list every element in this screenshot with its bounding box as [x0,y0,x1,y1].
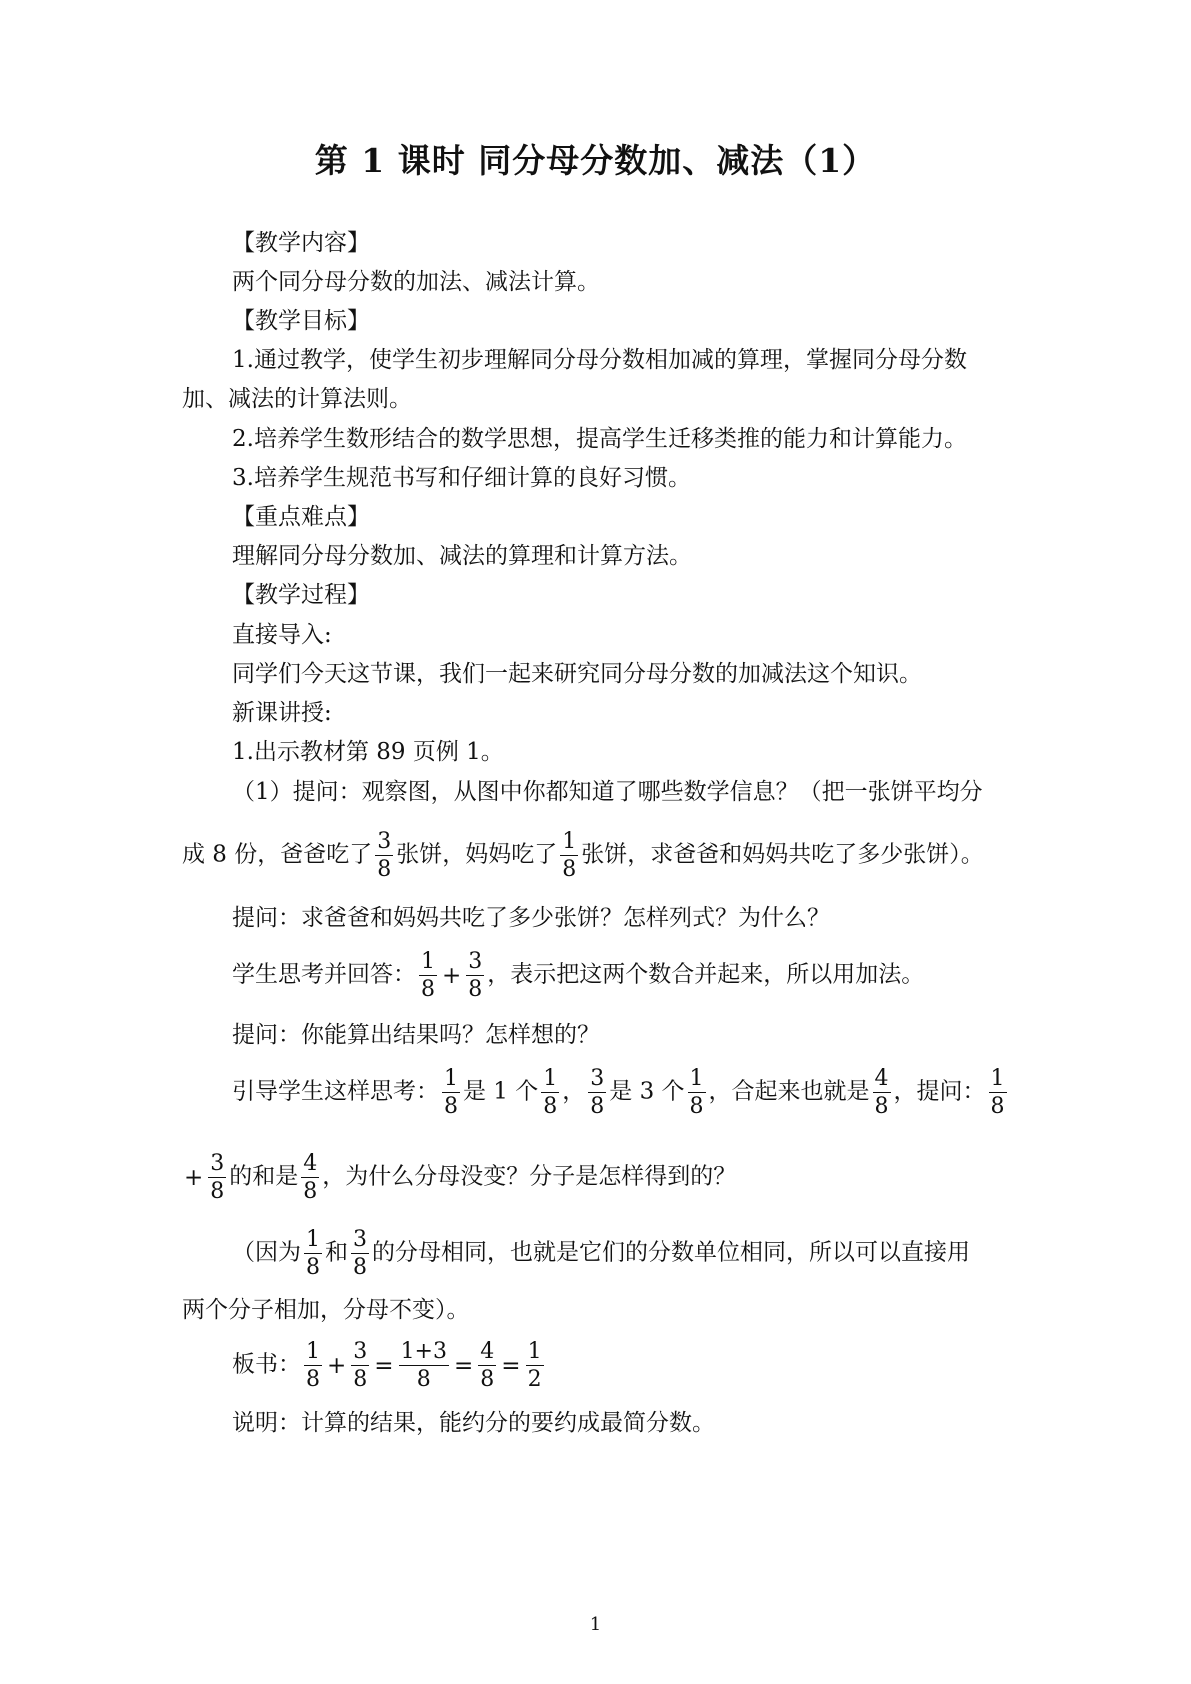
fraction-1plus3-8 [399,1338,449,1393]
numerator: 1 [306,1339,320,1364]
denominator: 8 [874,1094,889,1119]
numerator: 4 [480,1339,495,1364]
text-seg: 张饼，求爸爸和妈妈共吃了多少张饼）。 [581,841,984,868]
fraction-3-8 [351,1338,369,1393]
intro-heading: 直接导入: [232,622,332,648]
text-seg: （因为 [232,1239,301,1266]
denominator: 8 [303,1179,318,1204]
text-seg: 引导学生这样思考： [232,1078,439,1105]
text-seg: 是 1 个 [463,1078,539,1105]
question-3: 提问：你能算出结果吗？怎样想的？ [232,1022,600,1048]
text-seg: 成 8 份，爸爸吃了 [182,841,373,868]
question-1-line-b [182,828,984,883]
fraction-1-2 [526,1338,544,1393]
denominator: 8 [210,1179,225,1204]
denominator: 8 [543,1094,558,1119]
fraction-3-8 [466,948,484,1003]
new-lesson-heading: 新课讲授: [232,700,332,726]
numerator: 3 [353,1339,368,1364]
numerator: 1 [562,829,577,854]
numerator: 3 [353,1227,367,1252]
text-seg: ，表示把这两个数合并起来，所以用加法。 [487,961,925,988]
numerator: 1 [689,1066,704,1091]
numerator: 1 [421,949,435,974]
because-line-a [232,1226,970,1281]
fraction-3-8 [351,1226,369,1281]
denominator: 8 [689,1094,704,1119]
denominator: 8 [990,1094,1005,1119]
heading-key-points: 【重点难点】 [232,504,370,530]
denominator: 8 [306,1255,320,1280]
numerator: 3 [377,829,392,854]
plus-sign: + [184,1164,204,1191]
numerator: 1+3 [400,1339,447,1364]
fraction-1-8 [560,828,578,883]
board-writing [232,1338,547,1393]
equals-sign: = [374,1352,394,1379]
text-seg: ，为什么分母没变？分子是怎样得到的？ [322,1163,737,1190]
because-line-b: 两个分子相加，分母不变）。 [182,1297,470,1323]
numerator: 3 [468,949,483,974]
text-seg: ，提问： [893,1078,986,1105]
fraction-1-8 [688,1065,706,1120]
fraction-3-8 [588,1065,606,1120]
text-seg: 张饼，妈妈吃了 [396,841,558,868]
fraction-1-8 [541,1065,559,1120]
page-number: 1 [589,1614,602,1635]
fraction-1-8 [442,1065,460,1120]
fraction-1-8 [304,1338,322,1393]
goal-3: 3.培养学生规范书写和仔细计算的良好习惯。 [232,465,691,491]
heading-teaching-content: 【教学内容】 [232,230,370,256]
fraction-3-8 [375,828,393,883]
fraction-4-8 [873,1065,891,1120]
text-seg: 和 [325,1239,348,1266]
fraction-4-8 [301,1150,319,1205]
fraction-4-8 [478,1338,496,1393]
text-seg: ，合起来也就是 [708,1078,870,1105]
intro-text: 同学们今天这节课，我们一起来研究同分母分数的加减法这个知识。 [232,661,922,687]
numerator: 3 [210,1151,225,1176]
denominator: 8 [480,1367,495,1392]
numerator: 1 [990,1066,1005,1091]
numerator: 1 [306,1227,320,1252]
numerator: 1 [527,1339,542,1364]
denominator: 2 [527,1367,542,1392]
step-1: 1.出示教材第 89 页例 1。 [232,739,504,765]
goal-1-line-a: 1.通过教学，使学生初步理解同分母分数相加减的算理，掌握同分母分数 [232,347,967,373]
heading-teaching-goals: 【教学目标】 [232,308,370,334]
fraction-3-8 [208,1150,226,1205]
text-seg: 是 3 个 [609,1078,685,1105]
numerator: 1 [444,1066,458,1091]
denominator: 8 [377,857,392,882]
fraction-1-8 [304,1226,322,1281]
fraction-1-8 [419,948,437,1003]
denominator: 8 [421,977,435,1002]
text-seg: 的和是 [229,1163,299,1190]
board-label: 板书： [232,1351,301,1378]
denominator: 8 [562,857,577,882]
heading-teaching-process: 【教学过程】 [232,582,370,608]
student-answer [232,948,924,1003]
goal-1-line-b: 加、减法的计算法则。 [182,386,412,412]
numerator: 4 [303,1151,318,1176]
equals-sign: = [454,1352,474,1379]
plus-sign: + [327,1352,347,1379]
key-points-text: 理解同分母分数加、减法的算理和计算方法。 [232,543,692,569]
numerator: 3 [590,1066,605,1091]
denominator: 8 [444,1094,458,1119]
equals-sign: = [501,1352,521,1379]
page-title: 第 1 课时 同分母分数加、减法（1） [314,141,877,180]
question-2: 提问：求爸爸和妈妈共吃了多少张饼？怎样列式？为什么？ [232,905,830,931]
denominator: 8 [416,1367,431,1392]
numerator: 4 [874,1066,889,1091]
guide-line-b [182,1150,736,1205]
denominator: 8 [353,1255,367,1280]
goal-2: 2.培养学生数形结合的数学思想，提高学生迁移类推的能力和计算能力。 [232,426,967,452]
guide-line-a [232,1065,1010,1120]
numerator: 1 [543,1066,558,1091]
denominator: 8 [590,1094,605,1119]
fraction-1-8 [989,1065,1007,1120]
denominator: 8 [353,1367,368,1392]
question-1-line-a: （1）提问：观察图，从图中你都知道了哪些数学信息？（把一张饼平均分 [232,779,983,805]
text-seg: 学生思考并回答： [232,961,416,988]
denominator: 8 [306,1367,320,1392]
note: 说明：计算的结果，能约分的要约成最简分数。 [232,1410,715,1436]
plus-sign: + [442,962,462,989]
teaching-content-text: 两个同分母分数的加法、减法计算。 [232,269,600,295]
text-seg: ， [562,1078,586,1105]
denominator: 8 [468,977,483,1002]
text-seg: 的分母相同，也就是它们的分数单位相同，所以可以直接用 [372,1239,970,1266]
